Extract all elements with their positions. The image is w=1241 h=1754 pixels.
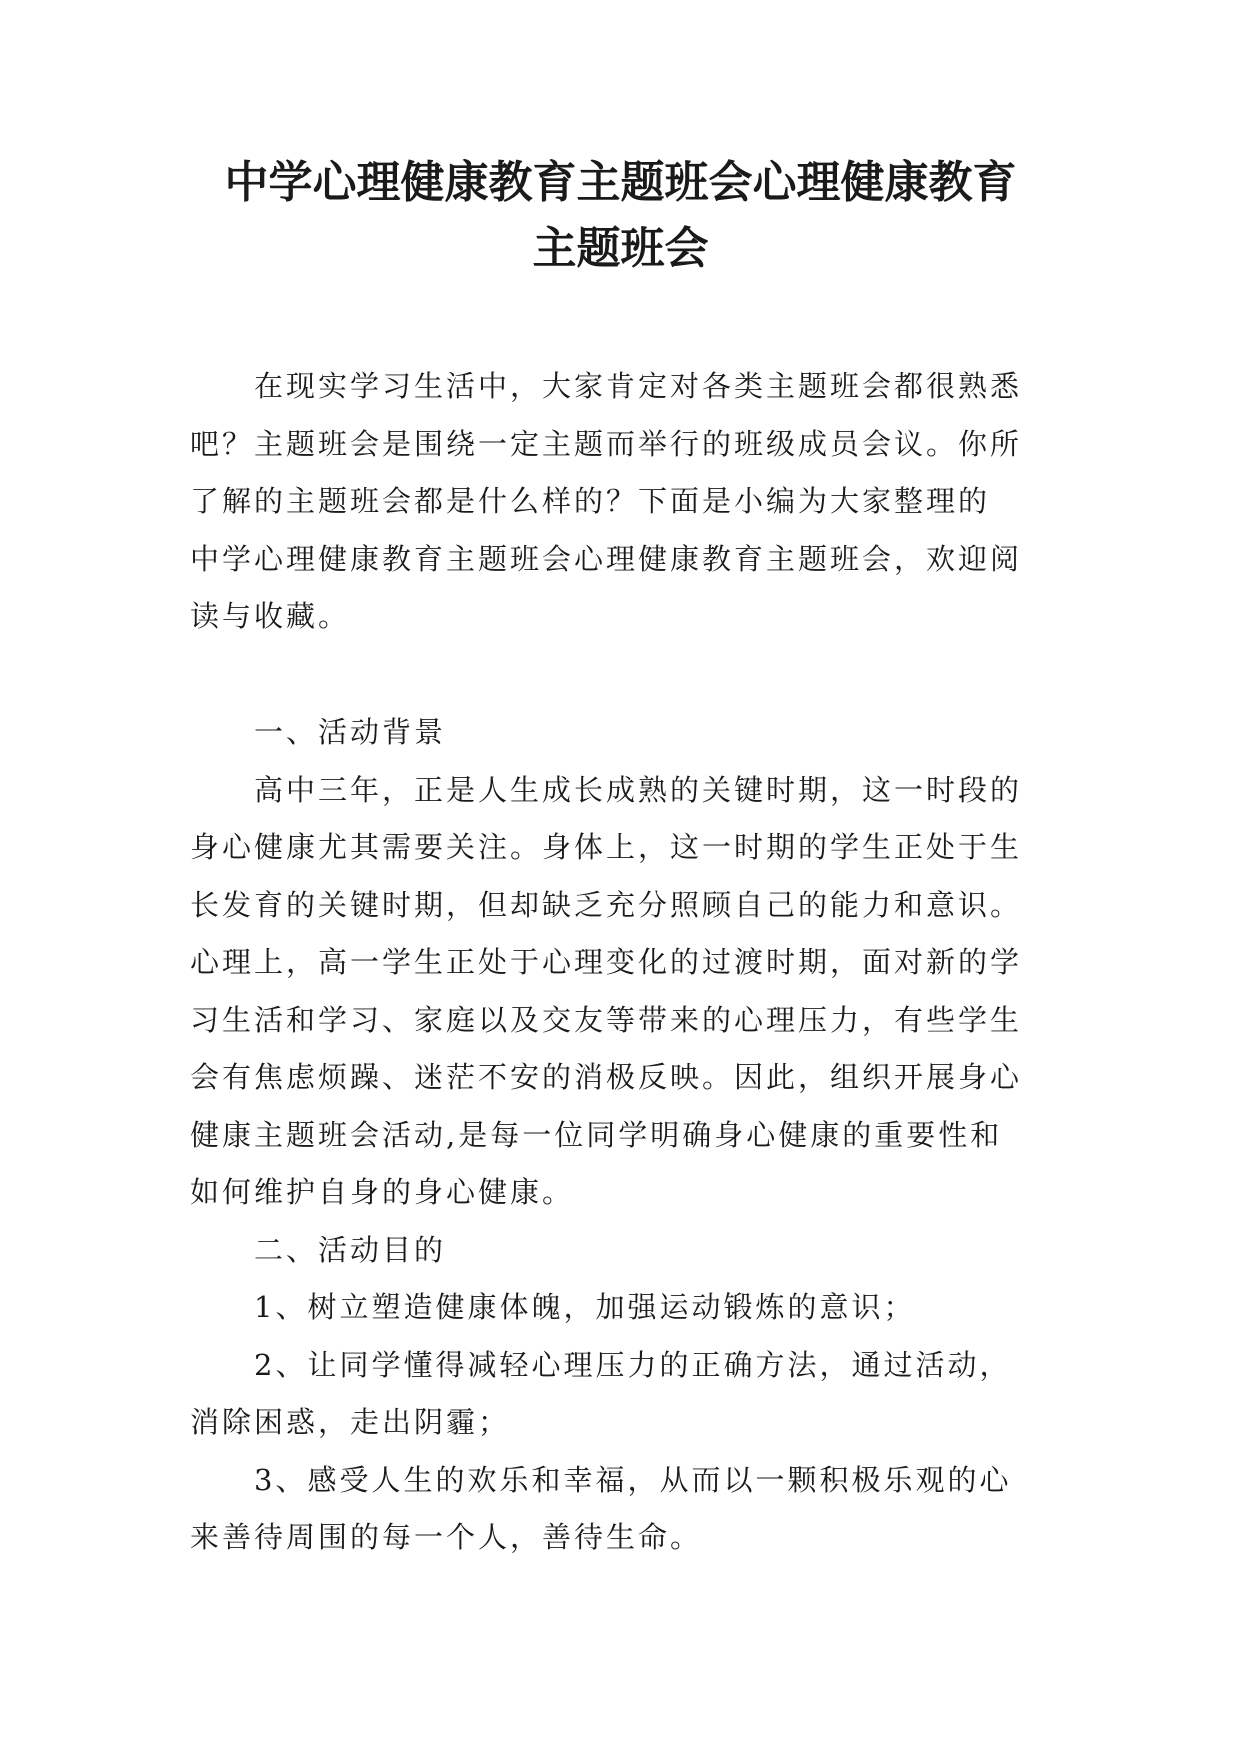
paragraph-line: 健康主题班会活动,是每一位同学明确身心健康的重要性和 xyxy=(190,1117,1003,1152)
paragraph-line: 吧？主题班会是围绕一定主题而举行的班级成员会议。你所 xyxy=(190,426,1023,461)
paragraph-line: 身心健康尤其需要关注。身体上，这一时期的学生正处于生 xyxy=(190,830,1023,864)
paragraph-line: 会有焦虑烦躁、迷茫不安的消极反映。因此，组织开展身心 xyxy=(190,1060,1023,1094)
title-line: 主题班会 xyxy=(532,223,709,274)
goal-item-1 xyxy=(190,1279,1056,1337)
paragraph-line: 读与收藏。 xyxy=(190,599,351,633)
document-title xyxy=(160,150,1081,282)
background-paragraph xyxy=(190,762,1056,1222)
paragraph-line: 在现实学习生活中，大家肯定对各类主题班会都很熟悉 xyxy=(254,369,1023,403)
goal-item-2 xyxy=(190,1337,1056,1452)
paragraph-line: 2、让同学懂得减轻心理压力的正确方法，通过活动， xyxy=(254,1347,1012,1382)
title-line: 中学心理健康教育主题班会心理健康教育 xyxy=(224,157,1017,208)
paragraph-gap xyxy=(190,646,1056,704)
document-body xyxy=(190,358,1056,1567)
intro-paragraph xyxy=(190,358,1056,646)
paragraph-line: 高中三年，正是人生成长成熟的关键时期，这一时段的 xyxy=(254,772,1023,807)
paragraph-line: 习生活和学习、家庭以及交友等带来的心理压力，有些学生 xyxy=(190,1002,1023,1037)
paragraph-line: 长发育的关键时期，但却缺乏充分照顾自己的能力和意识。 xyxy=(190,887,1023,922)
paragraph-line: 如何维护自身的身心健康。 xyxy=(190,1175,575,1209)
paragraph-line: 中学心理健康教育主题班会心理健康教育主题班会，欢迎阅 xyxy=(190,541,1023,576)
goal-item-3 xyxy=(190,1452,1056,1567)
paragraph-line: 来善待周围的每一个人，善待生命。 xyxy=(190,1520,703,1554)
section-heading-background: 一、活动背景 xyxy=(254,715,447,749)
paragraph-line: 了解的主题班会都是什么样的？下面是小编为大家整理的 xyxy=(190,484,991,518)
paragraph-line: 心理上，高一学生正处于心理变化的过渡时期，面对新的学 xyxy=(190,945,1023,979)
section-heading-goals: 二、活动目的 xyxy=(254,1232,447,1267)
paragraph-line: 消除困惑，走出阴霾； xyxy=(190,1405,511,1439)
paragraph-line: 1、树立塑造健康体魄，加强运动锻炼的意识； xyxy=(254,1290,916,1324)
paragraph-line: 3、感受人生的欢乐和幸福，从而以一颗积极乐观的心 xyxy=(254,1462,1012,1497)
